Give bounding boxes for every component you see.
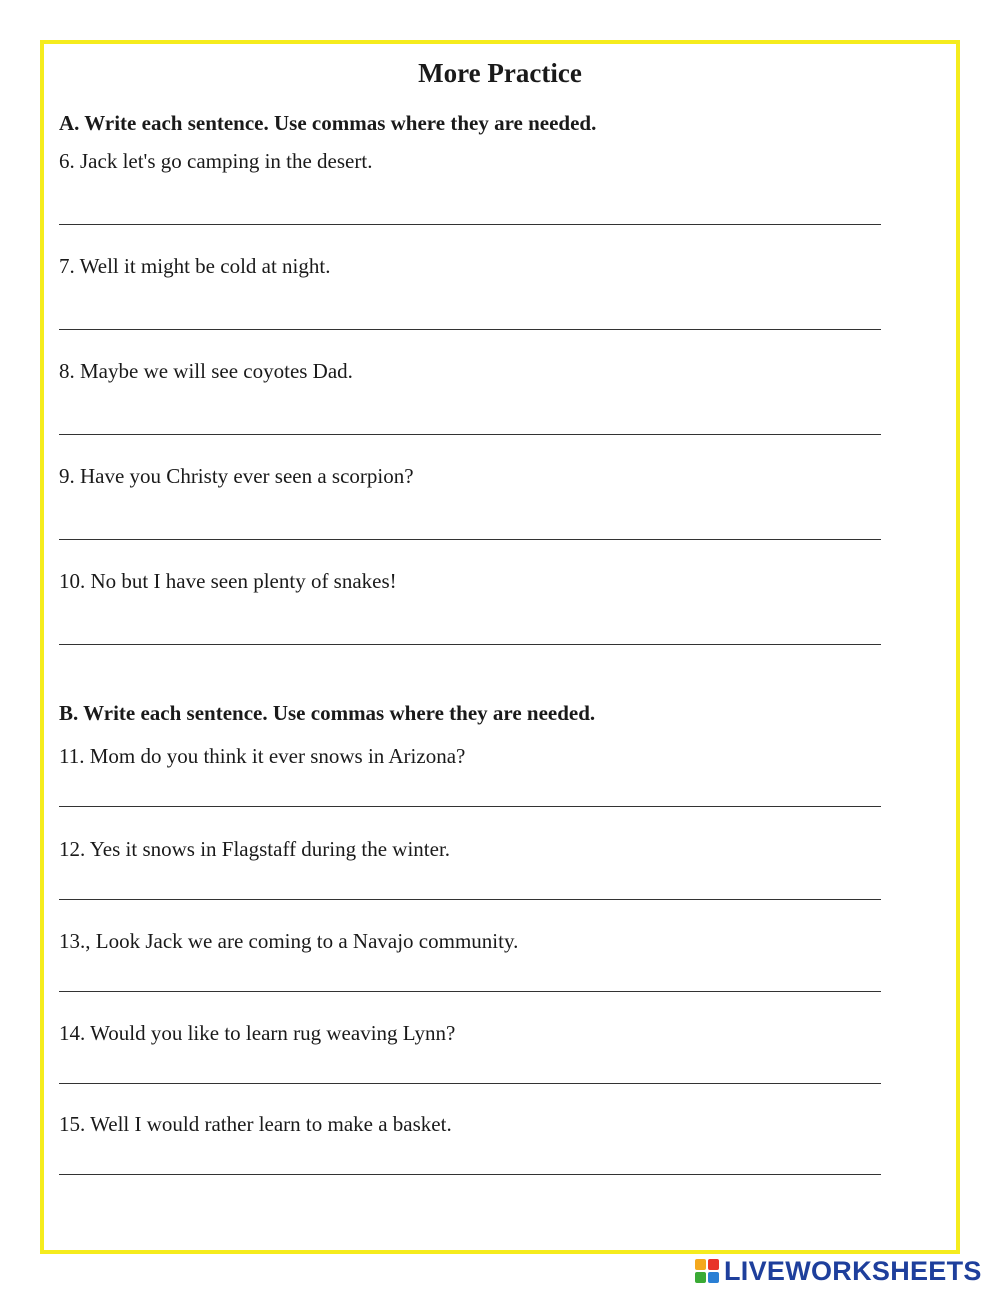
question-7: 7. Well it might be cold at night. (59, 254, 331, 278)
section-b-instruction: B. Write each sentence. Use commas where they are needed. (59, 701, 596, 725)
question-11: 11. Mom do you think it ever snows in Arizona? (59, 744, 466, 768)
answer-line-13[interactable] (59, 991, 881, 992)
answer-line-9[interactable] (59, 539, 881, 540)
question-14: 14. Would you like to learn rug weaving Lynn? (59, 1021, 456, 1045)
question-13: 13., Look Jack we are coming to a Navajo community. (59, 929, 519, 953)
question-10: 10. No but I have seen plenty of snakes! (59, 569, 397, 593)
question-15: 15. Well I would rather learn to make a basket. (59, 1112, 452, 1136)
answer-line-14[interactable] (59, 1083, 881, 1084)
answer-line-10[interactable] (59, 644, 881, 645)
question-8: 8. Maybe we will see coyotes Dad. (59, 359, 353, 383)
liveworksheets-logo-icon (695, 1259, 719, 1283)
answer-line-15[interactable] (59, 1174, 881, 1175)
brand-name: LIVEWORKSHEETS (724, 1255, 982, 1286)
worksheet-border (40, 40, 960, 1254)
brand-logo[interactable] (695, 1257, 982, 1285)
answer-line-7[interactable] (59, 329, 881, 330)
answer-line-6[interactable] (59, 224, 881, 225)
question-12: 12. Yes it snows in Flagstaff during the winter. (59, 837, 451, 861)
answer-line-8[interactable] (59, 434, 881, 435)
answer-line-12[interactable] (59, 899, 881, 900)
question-6: 6. Jack let's go camping in the desert. (59, 149, 373, 173)
section-a-instruction: A. Write each sentence. Use commas where they are needed. (59, 111, 597, 135)
answer-line-11[interactable] (59, 806, 881, 807)
question-9: 9. Have you Christy ever seen a scorpion? (59, 464, 414, 488)
page-title: More Practice (418, 58, 582, 88)
